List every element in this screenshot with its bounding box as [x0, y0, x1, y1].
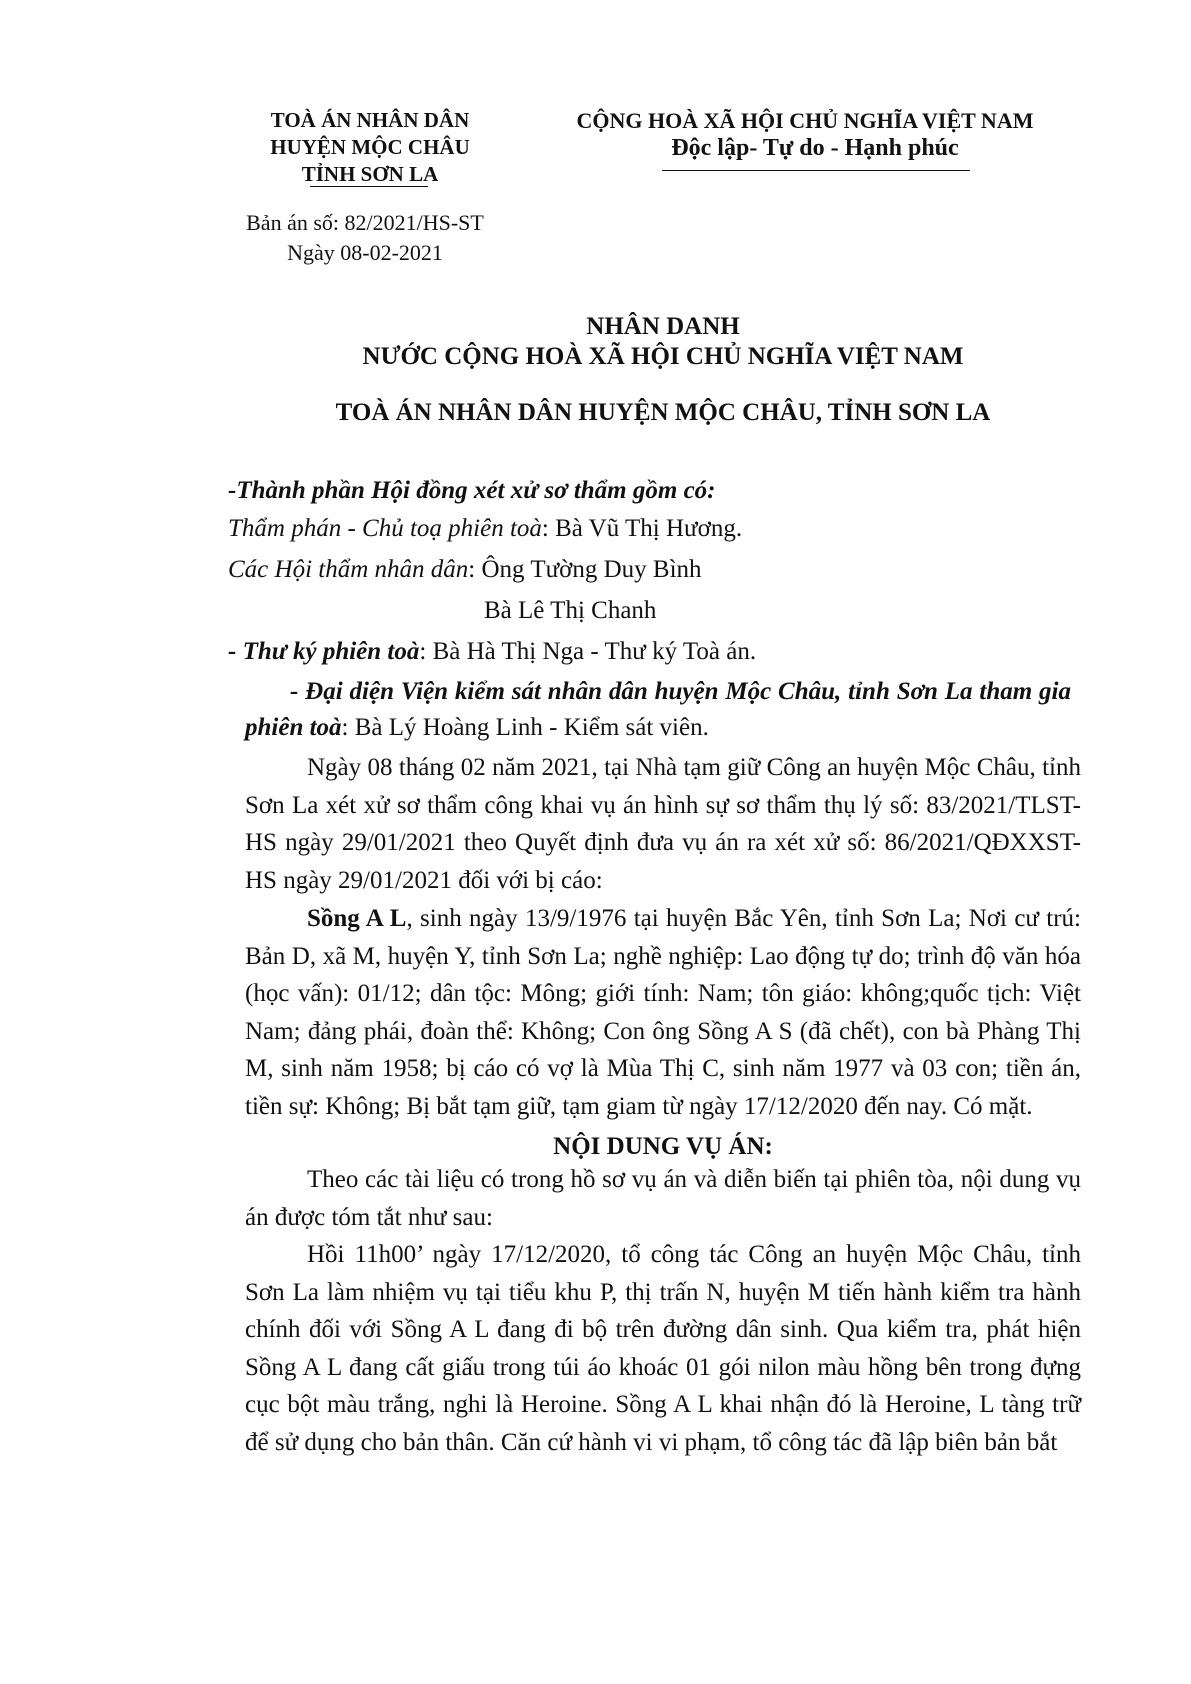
section-title: NỘI DUNG VỤ ÁN:: [553, 1133, 773, 1160]
court-district-line: HUYỆN MỘC CHÂU: [270, 135, 470, 159]
content-paragraph-2: Hồi 11h00’ ngày 17/12/2020, tổ công tác Công an huyện Mộc Châu, tỉnh Sơn La làm nhiệm vụ tại tiểu khu P, thị trấn N, huyện M tiến hành kiểm tra hành chính đối với Sồng A L đang đi bộ trên đường dân sinh. Qua kiểm tra, phát hiện Sồng A L đang cất giấu trong túi áo khoác 01 gói nilon màu hồng bên trong đựng cục bột màu trắng, nghi là Heroine. Sồng A L khai nhận đó là Heroine, L tàng trữ để sử dụng cho bản thân. Căn cứ hành vi vi phạm, tổ công tác đã lập biên bản bắt: [245, 1241, 1081, 1456]
judge-line: [228, 511, 742, 547]
clerk-name: : Bà Hà Thị Nga - Thư ký Toà án.: [419, 638, 757, 665]
assessor-2-name: Bà Lê Thị Chanh: [484, 597, 657, 624]
procuracy-representative: : Bà Lý Hoàng Linh - Kiểm sát viên.: [341, 714, 709, 741]
clerk-line: [228, 634, 756, 670]
procuracy-label: - Đại diện Viện kiểm sát nhân dân huyện Mộc Châu, tỉnh Sơn La tham gia phiên toà: [245, 678, 1071, 741]
trial-paragraph: Ngày 08 tháng 02 năm 2021, tại Nhà tạm giữ Công an huyện Mộc Châu, tỉnh Sơn La xét xử sơ thẩm công khai vụ án hình sự sơ thẩm thụ lý số: 83/2021/TLST-HS ngày 29/01/2021 theo Quyết định đưa vụ án ra xét xử số: 86/2021/QĐXXST- HS ngày 29/01/2021 đối với bị cáo:: [245, 754, 1081, 894]
title-court: TOÀ ÁN NHÂN DÂN HUYỆN MỘC CHÂU, TỈNH SƠN LA: [335, 399, 991, 426]
judge-name: : Bà Vũ Thị Hương.: [541, 515, 743, 542]
assessor-1-name: : Ông Tường Duy Bình: [468, 556, 702, 583]
court-name-line: TOÀ ÁN NHÂN DÂN: [270, 108, 470, 132]
defendant-name: Sồng A L: [307, 905, 407, 932]
verdict-date: Ngày 08-02-2021: [287, 240, 443, 265]
national-motto: Độc lập- Tự do - Hạnh phúc: [671, 135, 959, 161]
assessors-label: Các Hội thẩm nhân dân: [228, 556, 469, 583]
clerk-label: - Thư ký phiên toà: [228, 638, 420, 665]
assessors-line: [228, 552, 702, 588]
content-paragraph-1: Theo các tài liệu có trong hồ sơ vụ án và diễn biến tại phiên tòa, nội dung vụ án được tóm tắt như sau:: [245, 1166, 1081, 1231]
motto-underline: [662, 170, 970, 171]
court-underline: [310, 186, 428, 187]
court-name-block: [230, 107, 510, 188]
defendant-details: , sinh ngày 13/9/1976 tại huyện Bắc Yên, tỉnh Sơn La; Nơi cư trú: Bản D, xã M, huyện Y, tỉnh Sơn La; nghề nghiệp: Lao động tự do; trình độ văn hóa (học vấn): 01/12; dân tộc: Mông; giới tính: Nam; tôn giáo: không;quốc tịch: Việt Nam; đảng phái, đoàn thể: Không; Con ông Sồng A S (đã chết), con bà Phàng Thị M, sinh năm 1958; bị cáo có vợ là Mùa Thị C, sinh năm 1977 và 03 con; tiền án, tiền sự: Không; Bị bắt tạm giữ, tạm giam từ ngày 17/12/2020 đến nay. Có mặt.: [245, 905, 1082, 1120]
judge-label: Thẩm phán - Chủ toạ phiên toà: [228, 515, 542, 542]
title-in-the-name: NHÂN DANH: [586, 313, 740, 340]
court-province-line: TỈNH SƠN LA: [301, 162, 439, 186]
procuracy-paragraph: [245, 674, 1071, 746]
republic-name: CỘNG HOÀ XÃ HỘI CHỦ NGHĨA VIỆT NAM: [576, 108, 1034, 133]
panel-heading: -Thành phần Hội đồng xét xử sơ thẩm gồm có:: [228, 477, 716, 504]
title-republic: NƯỚC CỘNG HOÀ XÃ HỘI CHỦ NGHĨA VIỆT NAM: [362, 343, 964, 370]
verdict-number: Bản án số: 82/2021/HS-ST: [246, 210, 484, 235]
defendant-paragraph: [245, 900, 1081, 1125]
